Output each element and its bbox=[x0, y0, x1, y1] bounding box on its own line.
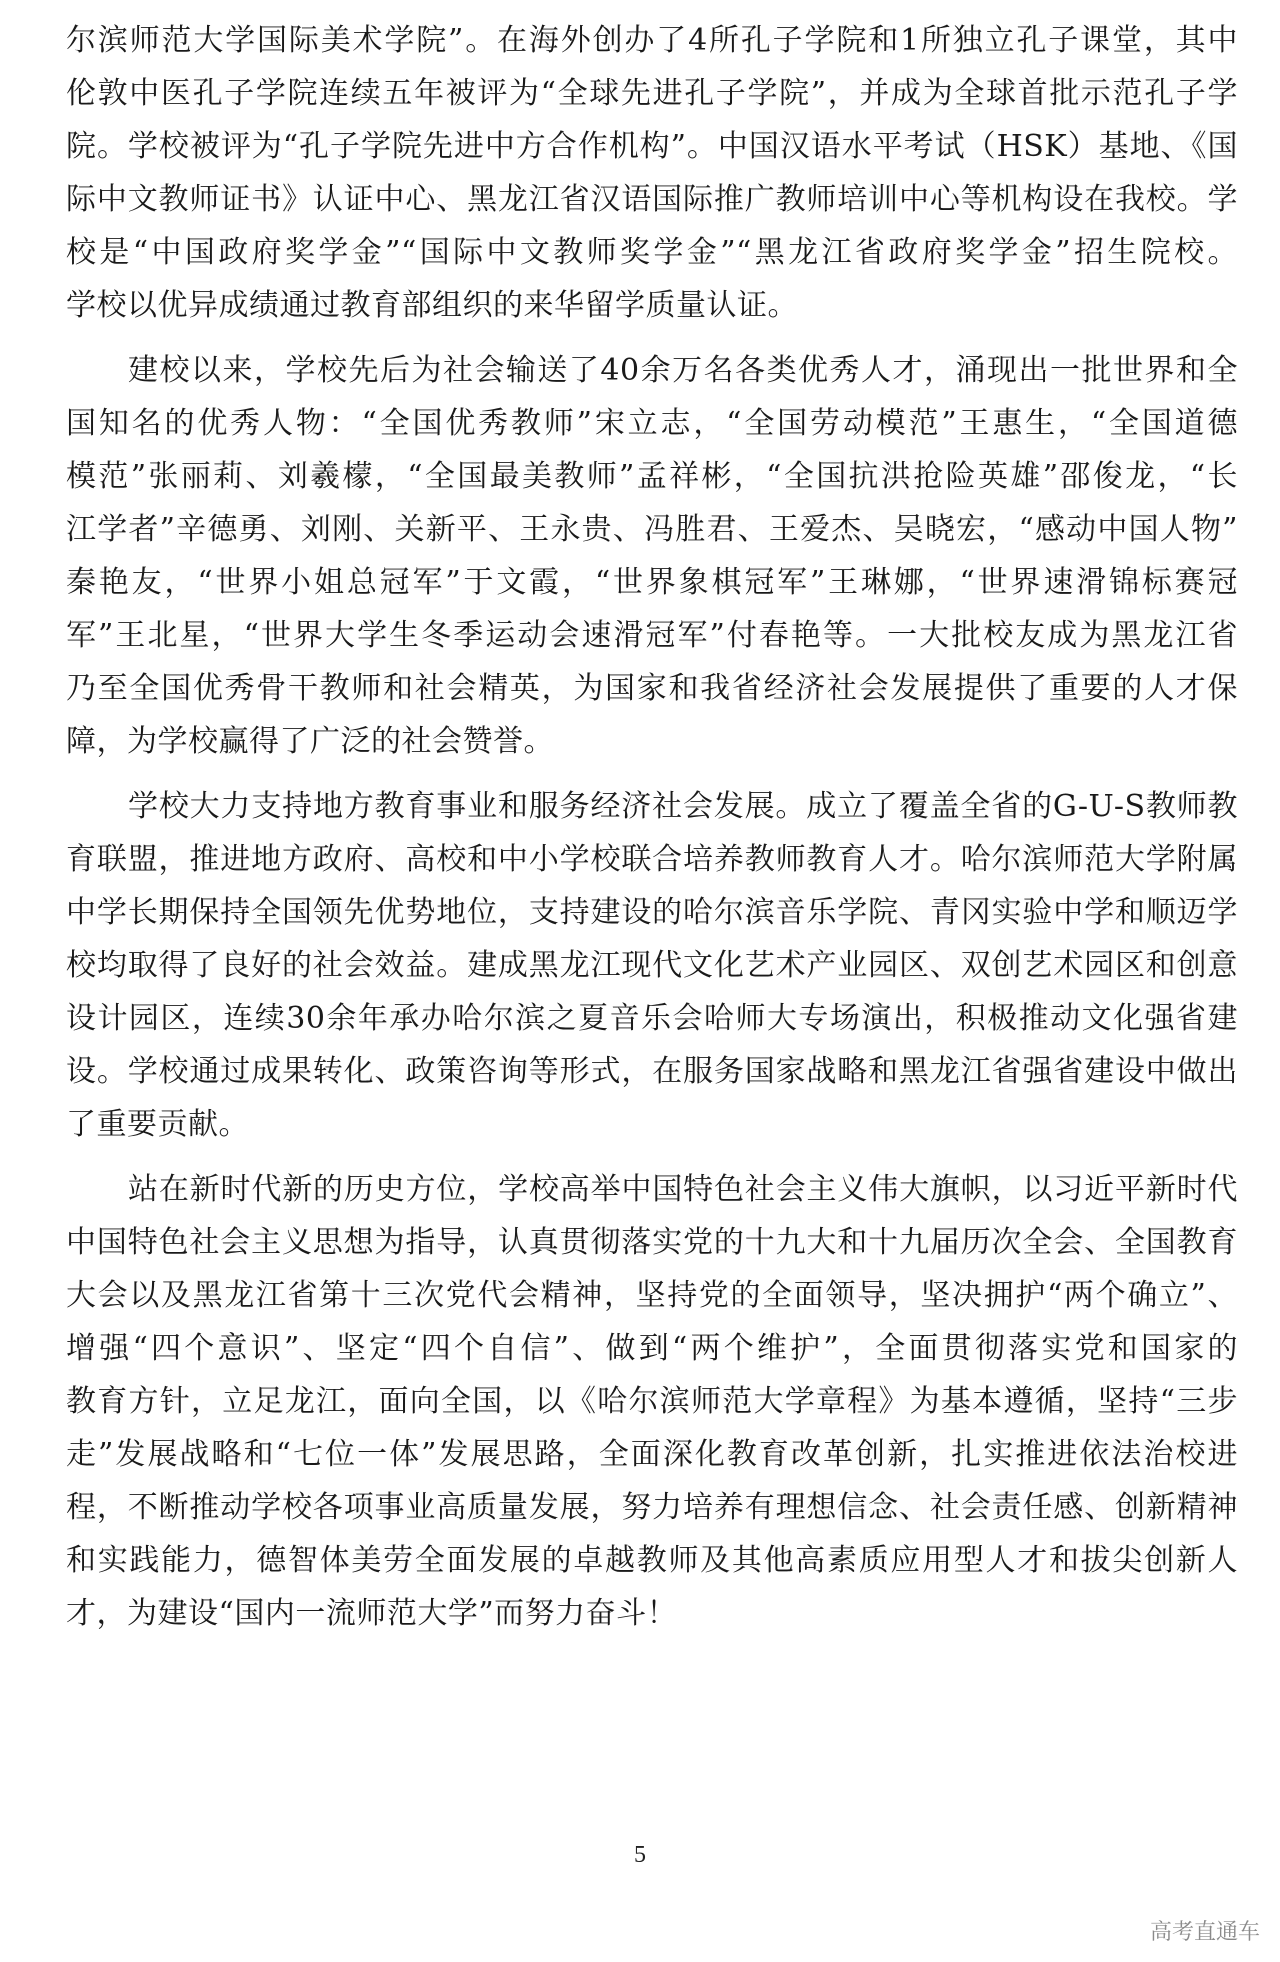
paragraph-line: 学校以优异成绩通过教育部组织的来华留学质量认证。 bbox=[66, 288, 798, 323]
paragraph-line: 育联盟，推进地方政府、高校和中小学校联合培养教师教育人才。哈尔滨师范大学附属 bbox=[66, 842, 1238, 877]
paragraph-line: 校是“中国政府奖学金”“国际中文教师奖学金”“黑龙江省政府奖学金”招生院校。 bbox=[66, 235, 1238, 270]
document-body bbox=[66, 14, 1238, 1640]
page-number: 5 bbox=[634, 1842, 646, 1868]
paragraph-line: 走”发展战略和“七位一体”发展思路，全面深化教育改革创新，扎实推进依法治校进 bbox=[66, 1437, 1238, 1472]
paragraph-line: 教育方针，立足龙江，面向全国，以《哈尔滨师范大学章程》为基本遵循，坚持“三步 bbox=[66, 1384, 1238, 1419]
paragraph-line: 江学者”辛德勇、刘刚、关新平、王永贵、冯胜君、王爱杰、吴晓宏，“感动中国人物” bbox=[66, 512, 1238, 547]
paragraph-line: 了重要贡献。 bbox=[66, 1107, 249, 1142]
paragraph-line: 伦敦中医孔子学院连续五年被评为“全球先进孔子学院”，并成为全球首批示范孔子学 bbox=[66, 76, 1238, 111]
paragraph-line: 设。学校通过成果转化、政策咨询等形式，在服务国家战略和黑龙江省强省建设中做出 bbox=[66, 1054, 1238, 1089]
paragraph-line: 尔滨师范大学国际美术学院”。在海外创办了4所孔子学院和1所独立孔子课堂，其中 bbox=[66, 23, 1238, 58]
paragraph-line: 程，不断推动学校各项事业高质量发展，努力培养有理想信念、社会责任感、创新精神 bbox=[66, 1490, 1238, 1525]
watermark: 高考直通车 bbox=[1149, 1920, 1260, 1945]
paragraph-line: 站在新时代新的历史方位，学校高举中国特色社会主义伟大旗帜，以习近平新时代 bbox=[128, 1172, 1238, 1207]
paragraph-line: 院。学校被评为“孔子学院先进中方合作机构”。中国汉语水平考试（HSK）基地、《国 bbox=[66, 129, 1238, 164]
paragraph-line: 大会以及黑龙江省第十三次党代会精神，坚持党的全面领导，坚决拥护“两个确立”、 bbox=[66, 1278, 1238, 1313]
paragraph-1 bbox=[66, 14, 1238, 332]
paragraph-line: 际中文教师证书》认证中心、黑龙江省汉语国际推广教师培训中心等机构设在我校。学 bbox=[66, 182, 1238, 217]
paragraph-3 bbox=[66, 780, 1238, 1151]
paragraph-2 bbox=[66, 344, 1238, 768]
paragraph-4 bbox=[66, 1163, 1238, 1640]
paragraph-line: 建校以来，学校先后为社会输送了40余万名各类优秀人才，涌现出一批世界和全 bbox=[128, 353, 1238, 388]
paragraph-line: 中国特色社会主义思想为指导，认真贯彻落实党的十九大和十九届历次全会、全国教育 bbox=[66, 1225, 1238, 1260]
paragraph-line: 校均取得了良好的社会效益。建成黑龙江现代文化艺术产业园区、双创艺术园区和创意 bbox=[66, 948, 1238, 983]
paragraph-line: 才，为建设“国内一流师范大学”而努力奋斗！ bbox=[66, 1596, 678, 1631]
paragraph-line: 中学长期保持全国领先优势地位，支持建设的哈尔滨音乐学院、青冈实验中学和顺迈学 bbox=[66, 895, 1238, 930]
paragraph-line: 秦艳友，“世界小姐总冠军”于文霞，“世界象棋冠军”王琳娜，“世界速滑锦标赛冠 bbox=[66, 565, 1238, 600]
paragraph-line: 学校大力支持地方教育事业和服务经济社会发展。成立了覆盖全省的G-U-S教师教 bbox=[128, 789, 1238, 824]
paragraph-line: 军”王北星，“世界大学生冬季运动会速滑冠军”付春艳等。一大批校友成为黑龙江省 bbox=[66, 618, 1238, 653]
paragraph-line: 乃至全国优秀骨干教师和社会精英，为国家和我省经济社会发展提供了重要的人才保 bbox=[66, 671, 1238, 706]
paragraph-line: 增强“四个意识”、坚定“四个自信”、做到“两个维护”，全面贯彻落实党和国家的 bbox=[66, 1331, 1238, 1366]
paragraph-line: 和实践能力，德智体美劳全面发展的卓越教师及其他高素质应用型人才和拔尖创新人 bbox=[66, 1543, 1238, 1578]
paragraph-line: 国知名的优秀人物：“全国优秀教师”宋立志，“全国劳动模范”王惠生，“全国道德 bbox=[66, 406, 1238, 441]
paragraph-line: 障，为学校赢得了广泛的社会赞誉。 bbox=[66, 724, 554, 759]
paragraph-line: 模范”张丽莉、刘羲檬，“全国最美教师”孟祥彬，“全国抗洪抢险英雄”邵俊龙，“长 bbox=[66, 459, 1238, 494]
paragraph-line: 设计园区，连续30余年承办哈尔滨之夏音乐会哈师大专场演出，积极推动文化强省建 bbox=[66, 1001, 1238, 1036]
